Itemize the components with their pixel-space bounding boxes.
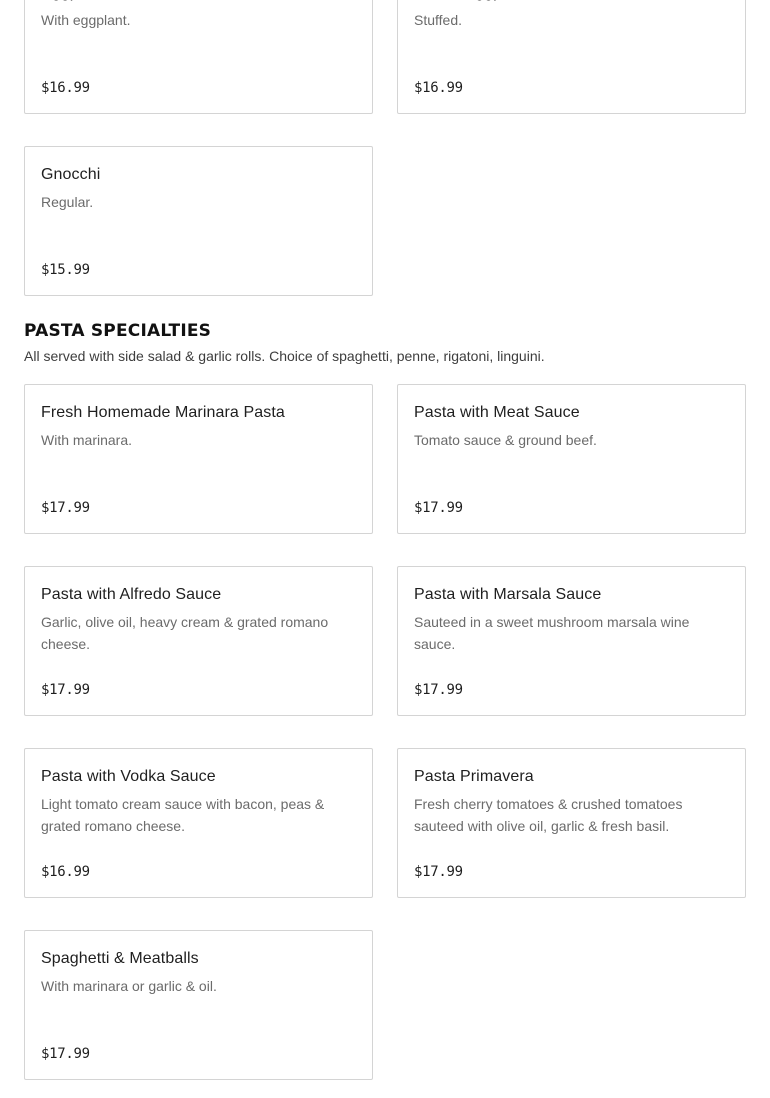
- menu-item-price: $17.99: [414, 864, 463, 880]
- menu-item-price: $16.99: [414, 80, 463, 96]
- menu-item-name: Pasta with Meat Sauce: [414, 404, 580, 421]
- section-title: PASTA SPECIALTIES: [24, 321, 212, 341]
- menu-grid-top: [24, 0, 746, 296]
- menu-item-card[interactable]: [397, 748, 746, 898]
- menu-item-price: $17.99: [414, 500, 463, 516]
- section-subtitle: All served with side salad & garlic rolls. Choice of spaghetti, penne, rigatoni, linguini.: [24, 348, 545, 364]
- menu-item-description: Regular.: [41, 194, 94, 210]
- menu-item-price: $17.99: [41, 500, 90, 516]
- menu-section-pasta-specialties: [24, 318, 746, 1080]
- menu-item-name: Spaghetti & Meatballs: [41, 950, 199, 967]
- menu-grid-pasta: [24, 384, 746, 1080]
- menu-item-name: [41, 0, 356, 4]
- menu-item-description: Stuffed.: [414, 12, 463, 28]
- menu-item-card[interactable]: [397, 566, 746, 716]
- menu-item-card[interactable]: [24, 748, 373, 898]
- menu-item-name: Pasta Primavera: [414, 768, 534, 785]
- menu-item-price: $15.99: [41, 262, 90, 278]
- menu-item-card[interactable]: [24, 566, 373, 716]
- menu-item-price: $16.99: [41, 864, 90, 880]
- menu-item-description: Sauteed in a sweet mushroom marsala wine sauce.: [414, 614, 690, 652]
- menu-item-name: Fresh Homemade Marinara Pasta: [41, 404, 285, 421]
- menu-item-card[interactable]: [24, 384, 373, 534]
- menu-item-description: Fresh cherry tomatoes & crushed tomatoes sauteed with olive oil, garlic & fresh basil.: [414, 796, 683, 834]
- menu-item-description: Tomato sauce & ground beef.: [414, 432, 597, 448]
- menu-item-name: Pasta with Marsala Sauce: [414, 586, 602, 603]
- menu-item-card[interactable]: [24, 146, 373, 296]
- menu-item-price: $16.99: [41, 80, 90, 96]
- menu-item-description: Light tomato cream sauce with bacon, peas & grated romano cheese.: [41, 796, 325, 834]
- menu-item-card[interactable]: [24, 0, 373, 114]
- menu-item-card[interactable]: [397, 0, 746, 114]
- menu-content: [24, 0, 746, 1080]
- menu-item-price: $17.99: [414, 682, 463, 698]
- menu-item-price: $17.99: [41, 682, 90, 698]
- menu-item-description: Garlic, olive oil, heavy cream & grated romano cheese.: [41, 614, 329, 652]
- menu-item-description: With marinara.: [41, 432, 133, 448]
- menu-item-name: Pasta with Vodka Sauce: [41, 768, 216, 785]
- menu-item-description: With marinara or garlic & oil.: [41, 978, 217, 994]
- menu-item-name: Pasta with Alfredo Sauce: [41, 586, 222, 603]
- menu-item-description: With eggplant.: [41, 12, 131, 28]
- menu-item-name: Gnocchi: [41, 166, 101, 183]
- menu-item-price: $17.99: [41, 1046, 90, 1062]
- menu-item-name: [414, 0, 729, 4]
- menu-item-card[interactable]: [397, 384, 746, 534]
- menu-item-card[interactable]: [24, 930, 373, 1080]
